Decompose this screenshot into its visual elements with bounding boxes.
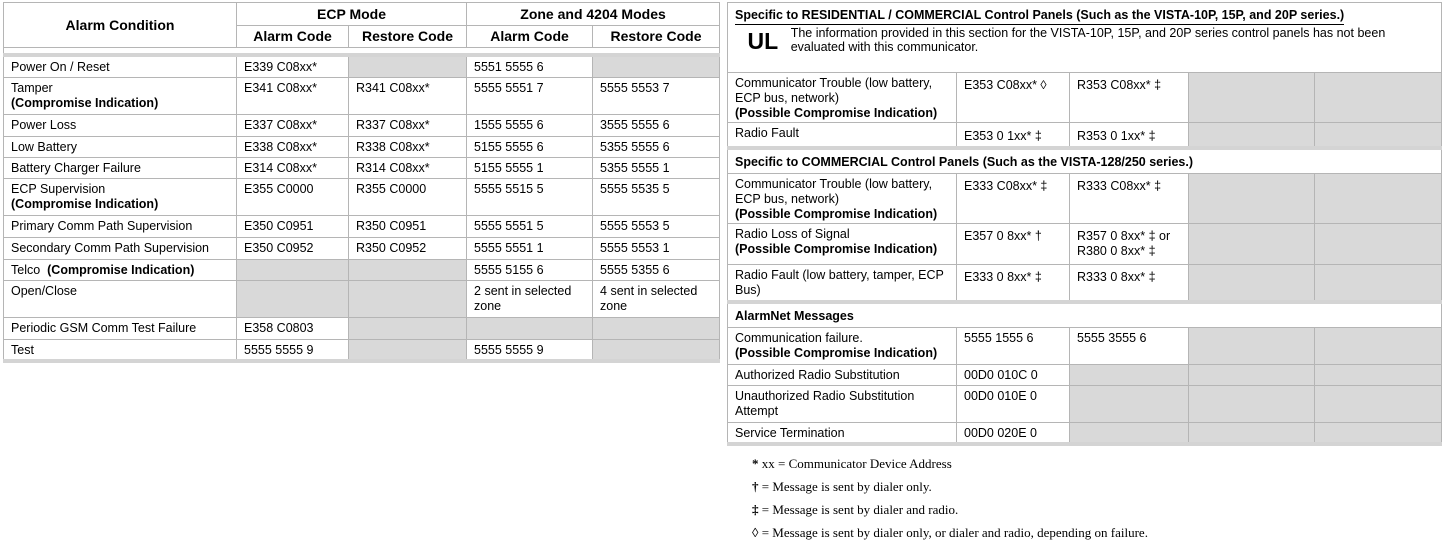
table-row [4,77,720,114]
ecp-alarm-cell: 5555 5555 9 [237,339,349,361]
footnote: * xx = Communicator Device Address [752,456,952,471]
table-row [4,317,720,339]
empty-cell [1189,365,1315,386]
zone-restore-cell: 4 sent in selected zone [593,280,720,317]
restore-cell: R353 C08xx* ‡ [1070,73,1189,123]
footnote: ‡ = Message is sent by dialer and radio. [752,502,959,517]
table-row [4,55,720,77]
header-ecp-restore-code: Restore Code [349,26,467,48]
alarm-cell: E333 0 8xx* ‡ [957,264,1070,302]
table-row [728,365,1442,386]
ecp-alarm-cell [237,259,349,280]
condition-cell: Power Loss [4,114,237,136]
empty-cell [1189,328,1315,365]
table-row [4,280,720,317]
header-ecp-mode: ECP Mode [237,3,467,26]
panel-specific-table [727,2,1442,446]
empty-cell [1315,423,1442,444]
section-residential-commercial [728,3,1442,73]
empty-cell [1315,173,1442,223]
empty-cell [1315,223,1442,264]
empty-cell [1315,123,1442,148]
ecp-alarm-cell: E337 C08xx* [237,114,349,136]
condition-cell: Authorized Radio Substitution [728,365,957,386]
empty-cell [1315,365,1442,386]
ecp-alarm-cell [237,280,349,317]
zone-alarm-cell: 5555 5155 6 [467,259,593,280]
zone-alarm-cell: 5555 5551 7 [467,77,593,114]
header-alarm-condition: Alarm Condition [4,3,237,48]
header-ecp-alarm-code: Alarm Code [237,26,349,48]
ecp-restore-cell: R314 C08xx* [349,157,467,178]
ecp-restore-cell [349,317,467,339]
ecp-restore-cell [349,55,467,77]
zone-restore-cell: 5555 5535 5 [593,178,720,215]
table-row [728,73,1442,123]
ecp-alarm-cell: E358 C0803 [237,317,349,339]
ecp-alarm-cell: E350 C0952 [237,237,349,259]
empty-cell [1315,328,1442,365]
condition-cell: Communicator Trouble (low battery, ECP bus, network) (Possible Compromise Indication) [728,73,957,123]
table-row [728,386,1442,423]
zone-restore-cell: 5355 5555 6 [593,136,720,157]
zone-alarm-cell: 5555 5551 5 [467,215,593,237]
ecp-alarm-cell: E355 C0000 [237,178,349,215]
condition-cell: Radio Loss of Signal (Possible Compromise Indication) [728,223,957,264]
condition-cell: Low Battery [4,136,237,157]
zone-restore-cell: 5555 5355 6 [593,259,720,280]
zone-restore-cell: 5355 5555 1 [593,157,720,178]
alarm-cell: E333 C08xx* ‡ [957,173,1070,223]
ul-logo: UL [747,28,779,54]
empty-cell [1189,173,1315,223]
ecp-restore-cell: R337 C08xx* [349,114,467,136]
table-row [728,123,1442,148]
empty-cell [1315,386,1442,423]
ecp-alarm-cell: E339 C08xx* [237,55,349,77]
zone-alarm-cell: 5155 5555 6 [467,136,593,157]
table-row [728,264,1442,302]
restore-cell: 5555 3555 6 [1070,328,1189,365]
condition-cell: ECP Supervision (Compromise Indication) [4,178,237,215]
condition-cell: Radio Fault (low battery, tamper, ECP Bus) [728,264,957,302]
empty-cell [1189,423,1315,444]
zone-restore-cell: 3555 5555 6 [593,114,720,136]
ecp-restore-cell: R338 C08xx* [349,136,467,157]
zone-alarm-cell: 5551 5555 6 [467,55,593,77]
zone-alarm-cell: 5555 5515 5 [467,178,593,215]
header-zone-modes: Zone and 4204 Modes [467,3,720,26]
condition-cell: Battery Charger Failure [4,157,237,178]
ecp-restore-cell [349,280,467,317]
table-row [4,178,720,215]
zone-restore-cell: 5555 5553 7 [593,77,720,114]
condition-cell: Open/Close [4,280,237,317]
condition-cell: Power On / Reset [4,55,237,77]
ecp-restore-cell [349,339,467,361]
table-row [728,423,1442,444]
empty-cell [1070,365,1189,386]
restore-cell: R333 0 8xx* ‡ [1070,264,1189,302]
table-row [4,259,720,280]
restore-cell: R333 C08xx* ‡ [1070,173,1189,223]
section-alarmnet: AlarmNet Messages [728,302,1442,328]
ecp-alarm-cell: E350 C0951 [237,215,349,237]
table-row [728,328,1442,365]
alarm-cell: 00D0 010E 0 [957,386,1070,423]
table-row [728,223,1442,264]
ecp-restore-cell: R355 C0000 [349,178,467,215]
table-row [4,237,720,259]
ecp-restore-cell: R350 C0951 [349,215,467,237]
condition-cell: Communication failure. (Possible Compromise Indication) [728,328,957,365]
empty-cell [1070,386,1189,423]
zone-alarm-cell: 1555 5555 6 [467,114,593,136]
table-row [4,136,720,157]
table-row [4,157,720,178]
zone-restore-cell [593,317,720,339]
condition-cell: Unauthorized Radio Substitution Attempt [728,386,957,423]
zone-restore-cell [593,339,720,361]
condition-cell: Service Termination [728,423,957,444]
table-row [4,215,720,237]
condition-cell: Tamper (Compromise Indication) [4,77,237,114]
table-row [4,339,720,361]
section-commercial: Specific to COMMERCIAL Control Panels (Such as the VISTA-128/250 series.) [728,148,1442,174]
ecp-alarm-cell: E314 C08xx* [237,157,349,178]
alarm-cell: E353 0 1xx* ‡ [957,123,1070,148]
condition-cell: Telco (Compromise Indication) [4,259,237,280]
zone-alarm-cell: 5555 5555 9 [467,339,593,361]
alarm-cell: E353 C08xx* ◊ [957,73,1070,123]
condition-cell: Test [4,339,237,361]
header-zone-alarm-code: Alarm Code [467,26,593,48]
restore-cell: R353 0 1xx* ‡ [1070,123,1189,148]
condition-cell: Communicator Trouble (low battery, ECP bus, network) (Possible Compromise Indication) [728,173,957,223]
alarm-code-table [3,2,720,363]
alarm-cell: 5555 1555 6 [957,328,1070,365]
empty-cell [1189,223,1315,264]
footnotes [752,455,1148,547]
table-row [4,114,720,136]
empty-cell [1189,123,1315,148]
footnote: † = Message is sent by dialer only. [752,479,932,494]
empty-cell [1189,264,1315,302]
ecp-restore-cell [349,259,467,280]
zone-alarm-cell [467,317,593,339]
ecp-restore-cell: R350 C0952 [349,237,467,259]
table-row [728,173,1442,223]
alarm-cell: 00D0 010C 0 [957,365,1070,386]
ecp-restore-cell: R341 C08xx* [349,77,467,114]
empty-cell [1070,423,1189,444]
zone-restore-cell: 5555 5553 1 [593,237,720,259]
empty-cell [1315,264,1442,302]
zone-alarm-cell: 5155 5555 1 [467,157,593,178]
section-title: Specific to RESIDENTIAL / COMMERCIAL Control Panels (Such as the VISTA-10P, 15P, and 20P series.) [735,8,1344,25]
condition-cell: Radio Fault [728,123,957,148]
empty-cell [1189,73,1315,123]
zone-alarm-cell: 5555 5551 1 [467,237,593,259]
condition-cell: Secondary Comm Path Supervision [4,237,237,259]
header-zone-restore-code: Restore Code [593,26,720,48]
zone-restore-cell [593,55,720,77]
zone-alarm-cell: 2 sent in selected zone [467,280,593,317]
empty-cell [1315,73,1442,123]
restore-cell: R357 0 8xx* ‡ or R380 0 8xx* ‡ [1070,223,1189,264]
zone-restore-cell: 5555 5553 5 [593,215,720,237]
ecp-alarm-cell: E341 C08xx* [237,77,349,114]
footnote: ◊ = Message is sent by dialer only, or dialer and radio, depending on failure. [752,525,1148,540]
ul-note: The information provided in this section for the VISTA-10P, 15P, and 20P series control panels has not been evaluated with this communicator. [790,26,1386,54]
condition-cell: Primary Comm Path Supervision [4,215,237,237]
alarm-cell: 00D0 020E 0 [957,423,1070,444]
condition-cell: Periodic GSM Comm Test Failure [4,317,237,339]
ecp-alarm-cell: E338 C08xx* [237,136,349,157]
empty-cell [1189,386,1315,423]
alarm-cell: E357 0 8xx* † [957,223,1070,264]
